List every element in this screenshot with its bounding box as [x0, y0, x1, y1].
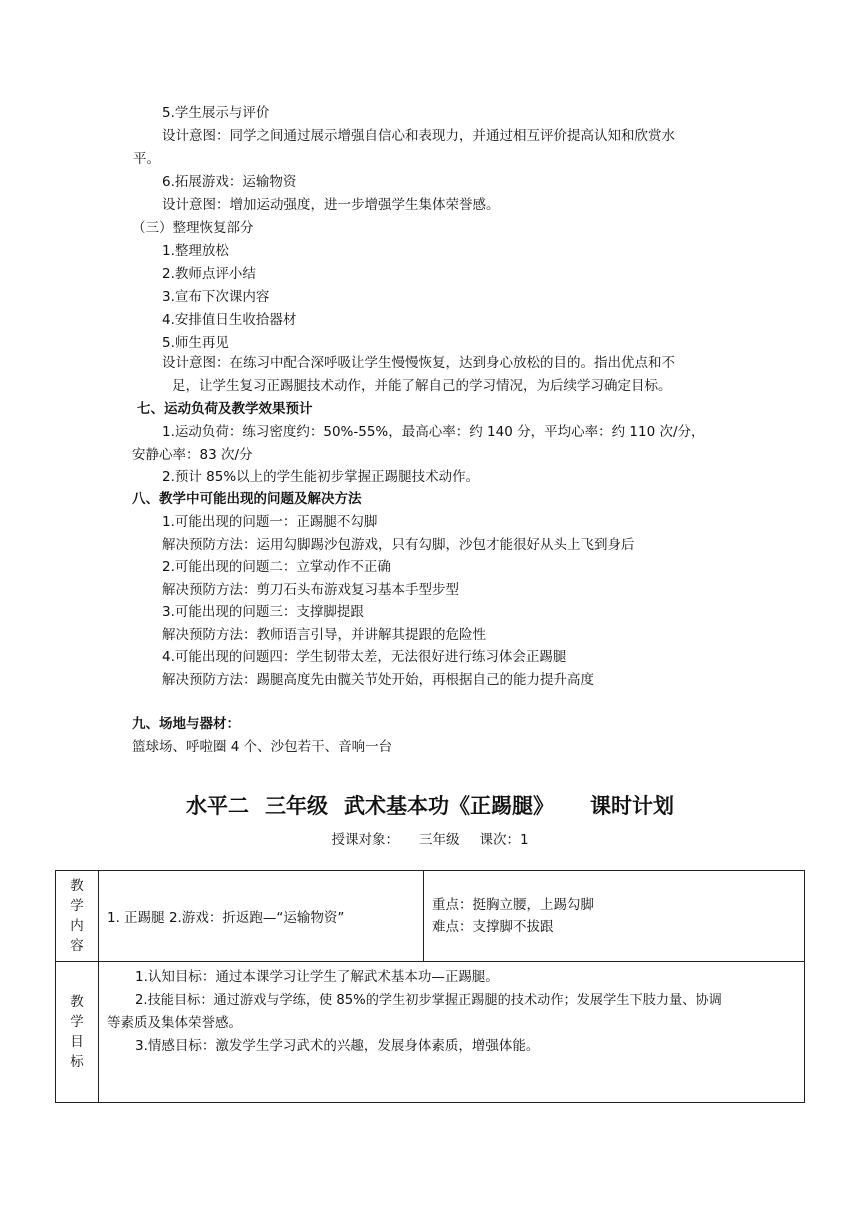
design-intent-text: 足，让学生复习正踢腿技术动作，并能了解自己的学习情况，为后续学习确定目标。	[172, 378, 672, 394]
section-8-heading: 八、教学中可能出现的问题及解决方法	[132, 491, 362, 507]
skill-goal: 2.技能目标：通过游戏与学练，使 85%的学生初步掌握正踢腿的技术动作；发展学生下肢力量、协调	[135, 993, 722, 1008]
exercise-load-text: 安静心率：83 次/分	[132, 447, 253, 463]
recovery-item: 4.安排值日生收拾器材	[162, 312, 297, 328]
key-points-cell	[424, 871, 805, 962]
design-intent-text: 设计意图：增加运动强度，进一步增强学生集体荣誉感。	[162, 197, 500, 213]
lesson-number: 课次：1	[479, 832, 529, 848]
teaching-content-header: 教 学 内 容	[56, 871, 99, 962]
skill-goal-cont: 等素质及集体荣誉感。	[107, 1015, 242, 1031]
teaching-content-cell	[99, 871, 424, 962]
recovery-heading: （三）整理恢复部分	[132, 220, 254, 236]
teaching-goals-header: 教 学 目 标	[56, 962, 99, 1103]
table-row	[56, 871, 805, 962]
problem-item: 1.可能出现的问题一：正踢腿不勾脚	[162, 514, 378, 530]
title-suffix: 课时计划	[590, 794, 674, 818]
recovery-item: 3.宣布下次课内容	[162, 289, 270, 305]
expected-result-text: 2.预计 85%以上的学生能初步掌握正踢腿技术动作。	[162, 469, 480, 485]
title-grade: 三年级	[265, 794, 328, 818]
solution-item: 解决预防方法：教师语言引导，并讲解其提跟的危险性	[162, 627, 486, 643]
problem-item: 4.可能出现的问题四：学生韧带太差，无法很好进行练习体会正踢腿	[162, 649, 567, 665]
recovery-item: 1.整理放松	[162, 243, 229, 259]
solution-item: 解决预防方法：剪刀石头布游戏复习基本手型步型	[162, 582, 459, 598]
recovery-item: 2.教师点评小结	[162, 266, 256, 282]
exercise-load-text: 1.运动负荷：练习密度约：50%-55%，最高心率：约 140 分，平均心率：约 110 次/分，	[162, 424, 705, 440]
target-label: 授课对象：	[331, 832, 399, 848]
item-extension-game: 6.拓展游戏：运输物资	[162, 174, 297, 190]
problem-item: 3.可能出现的问题三：支撑脚提跟	[162, 604, 364, 620]
solution-item: 解决预防方法：运用勾脚踢沙包游戏，只有勾脚，沙包才能很好从头上飞到身后	[162, 537, 635, 553]
difficulty-text: 难点：支撑脚不拔跟	[432, 919, 554, 935]
design-intent-text: 设计意图：在练习中配合深呼吸让学生慢慢恢复，达到身心放松的目的。指出优点和不	[162, 355, 675, 371]
teaching-content-text: 1. 正踢腿 2.游戏：折返跑—“运输物资”	[107, 910, 345, 926]
section-9-heading: 九、场地与器材：	[132, 716, 240, 732]
venue-equipment-text: 篮球场、呼啦圈 4 个、沙包若干、音响一台	[132, 739, 393, 755]
title-topic: 武术基本功《正踢腿》	[344, 794, 554, 818]
key-point-text: 重点：挺胸立腰，上踢勾脚	[432, 897, 594, 913]
lesson-plan-table	[55, 870, 805, 1103]
design-intent-text: 设计意图：同学之间通过展示增强自信心和表现力，并通过相互评价提高认知和欣赏水	[162, 128, 675, 144]
design-intent-text: 平。	[133, 151, 160, 167]
affective-goal: 3.情感目标：激发学生学习武术的兴趣，发展身体素质，增强体能。	[135, 1038, 540, 1054]
table-row	[56, 962, 805, 1103]
solution-item: 解决预防方法：踢腿高度先由髋关节处开始，再根据自己的能力提升高度	[162, 672, 594, 688]
recovery-item: 5.师生再见	[162, 335, 229, 351]
teaching-goals-cell	[99, 962, 805, 1103]
target-value: 三年级	[418, 832, 460, 848]
lesson-plan-title	[0, 790, 860, 820]
lesson-plan-subtitle	[0, 828, 860, 848]
section-7-heading: 七、运动负荷及教学效果预计	[137, 401, 313, 417]
title-level: 水平二	[186, 794, 249, 818]
problem-item: 2.可能出现的问题二：立掌动作不正确	[162, 559, 391, 575]
cognitive-goal: 1.认知目标：通过本课学习让学生了解武术基本功—正踢腿。	[135, 969, 499, 985]
item-student-display: 5.学生展示与评价	[162, 105, 270, 121]
